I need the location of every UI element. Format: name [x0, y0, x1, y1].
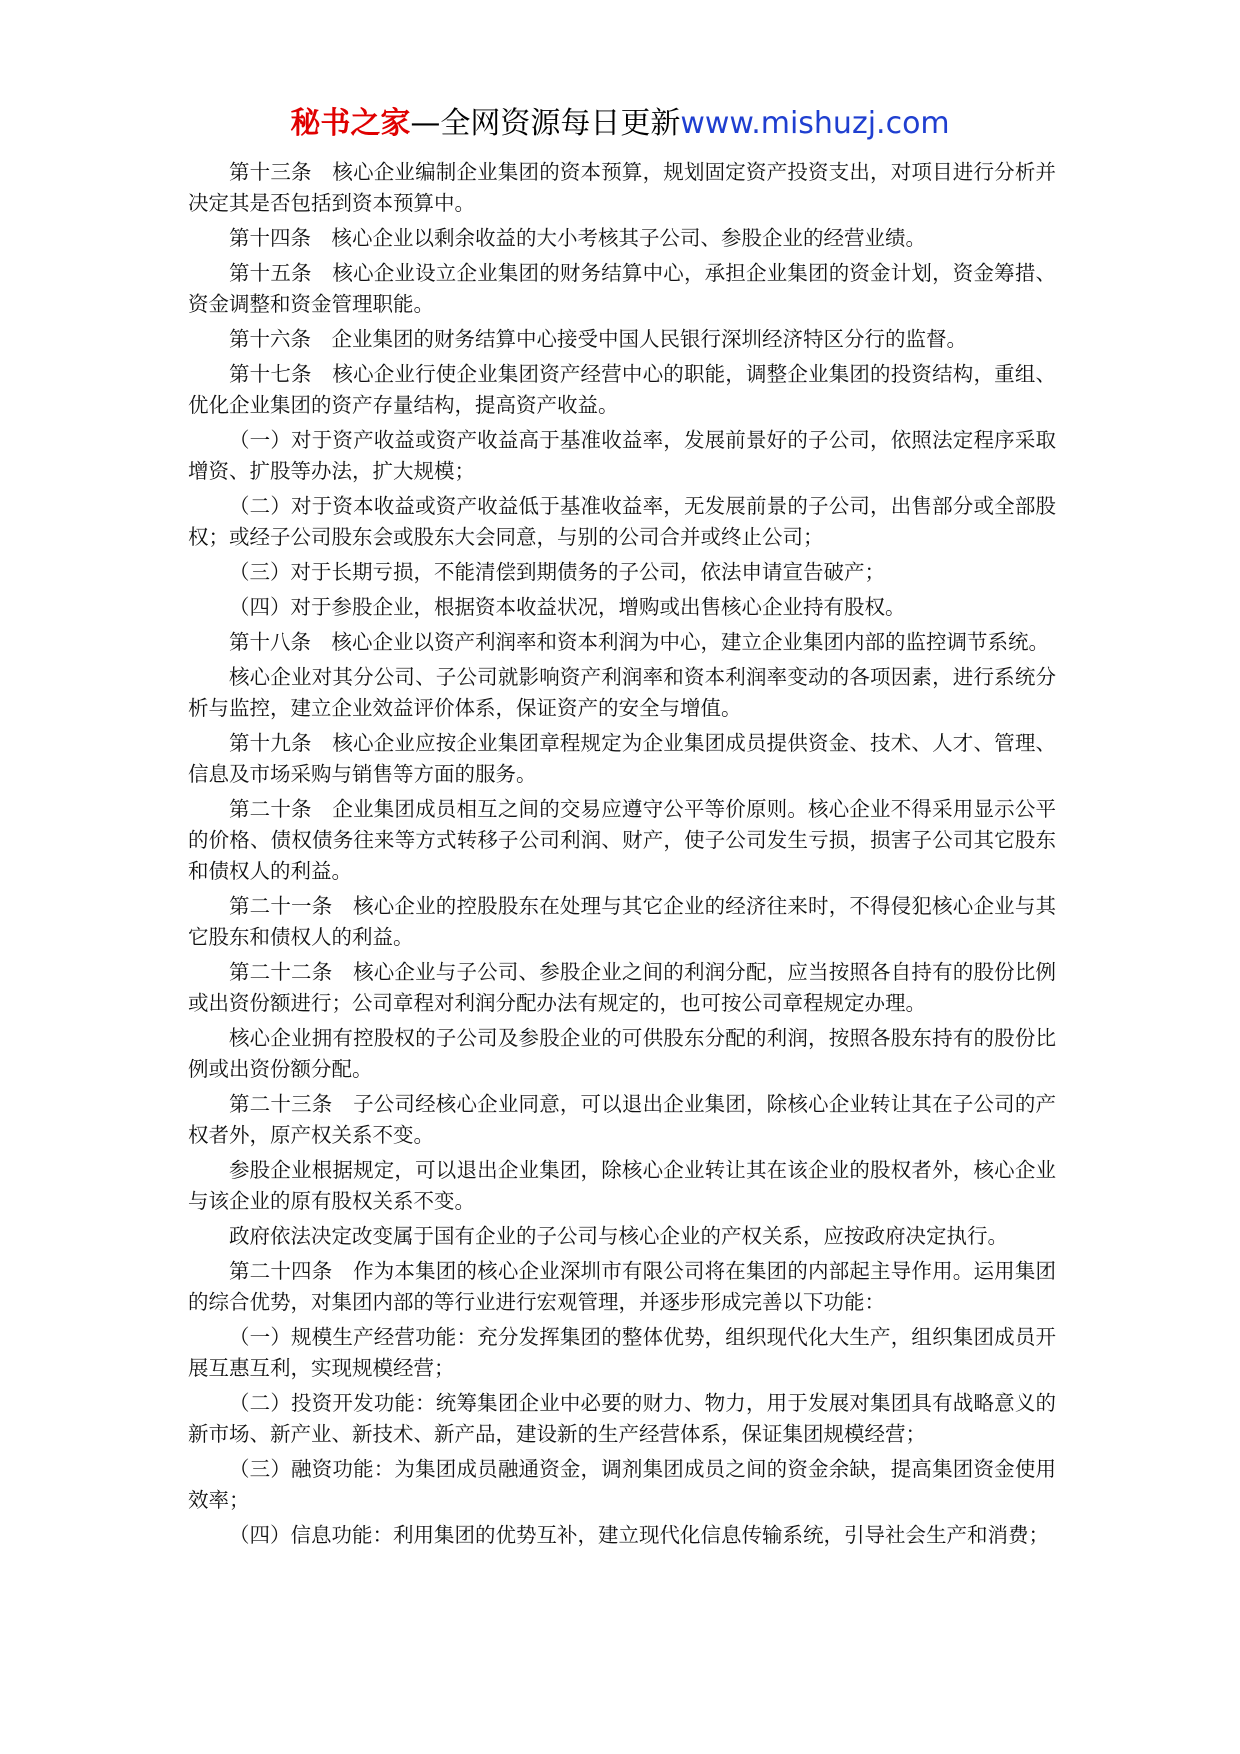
paragraph: 第十八条 核心企业以资产利润率和资本利润为中心，建立企业集团内部的监控调节系统。	[229, 630, 1049, 654]
paragraph: 第十九条 核心企业应按企业集团章程规定为企业集团成员提供资金、技术、人才、管理、信息及市场采购与销售等方面的服务。	[188, 731, 1056, 786]
paragraph: （一）对于资产收益或资产收益高于基准收益率，发展前景好的子公司，依照法定程序采取增资、扩股等办法，扩大规模；	[188, 428, 1056, 483]
paragraph: 第十三条 核心企业编制企业集团的资本预算，规划固定资产投资支出，对项目进行分析并决定其是否包括到资本预算中。	[188, 160, 1056, 215]
paragraph: 核心企业对其分公司、子公司就影响资产利润率和资本利润率变动的各项因素，进行系统分析与监控，建立企业效益评价体系，保证资产的安全与增值。	[188, 665, 1056, 720]
paragraph: 第二十一条 核心企业的控股股东在处理与其它企业的经济往来时，不得侵犯核心企业与其它股东和债权人的利益。	[188, 894, 1056, 949]
paragraph: （三）融资功能：为集团成员融通资金，调剂集团成员之间的资金余缺，提高集团资金使用效率；	[188, 1457, 1056, 1512]
paragraph: （四）信息功能：利用集团的优势互补，建立现代化信息传输系统，引导社会生产和消费；	[229, 1523, 1049, 1547]
paragraph: 第十五条 核心企业设立企业集团的财务结算中心，承担企业集团的资金计划，资金筹措、资金调整和资金管理职能。	[188, 261, 1056, 316]
paragraph: 第十六条 企业集团的财务结算中心接受中国人民银行深圳经济特区分行的监督。	[229, 327, 967, 351]
document-body	[188, 157, 1056, 1555]
paragraph: （一）规模生产经营功能：充分发挥集团的整体优势，组织现代化大生产，组织集团成员开展互惠互利，实现规模经营；	[188, 1325, 1056, 1380]
paragraph: 第二十四条 作为本集团的核心企业深圳市有限公司将在集团的内部起主导作用。运用集团的综合优势，对集团内部的等行业进行宏观管理，并逐步形成完善以下功能：	[188, 1259, 1056, 1314]
paragraph: 第二十三条 子公司经核心企业同意，可以退出企业集团，除核心企业转让其在子公司的产权者外，原产权关系不变。	[188, 1092, 1056, 1147]
page-header-banner	[0, 104, 1240, 144]
paragraph: 第二十条 企业集团成员相互之间的交易应遵守公平等价原则。核心企业不得采用显示公平的价格、债权债务往来等方式转移子公司利润、财产，使子公司发生亏损，损害子公司其它股东和债权人的利益。	[188, 797, 1056, 883]
paragraph: 第二十二条 核心企业与子公司、参股企业之间的利润分配，应当按照各自持有的股份比例或出资份额进行；公司章程对利润分配办法有规定的，也可按公司章程规定办理。	[188, 960, 1056, 1015]
brand-name: 秘书之家	[290, 106, 411, 141]
paragraph: （二）对于资本收益或资产收益低于基准收益率，无发展前景的子公司，出售部分或全部股权；或经子公司股东会或股东大会同意，与别的公司合并或终止公司；	[188, 494, 1056, 549]
paragraph: 参股企业根据规定，可以退出企业集团，除核心企业转让其在该企业的股权者外，核心企业与该企业的原有股权关系不变。	[188, 1158, 1056, 1213]
paragraph: （三）对于长期亏损，不能清偿到期债务的子公司，依法申请宣告破产；	[229, 560, 885, 584]
header-slogan: —全网资源每日更新	[410, 106, 681, 141]
paragraph: 第十四条 核心企业以剩余收益的大小考核其子公司、参股企业的经营业绩。	[229, 226, 926, 250]
paragraph: 核心企业拥有控股权的子公司及参股企业的可供股东分配的利润，按照各股东持有的股份比例或出资份额分配。	[188, 1026, 1056, 1081]
paragraph: 政府依法决定改变属于国有企业的子公司与核心企业的产权关系，应按政府决定执行。	[229, 1224, 1008, 1248]
paragraph: 第十七条 核心企业行使企业集团资产经营中心的职能，调整企业集团的投资结构，重组、优化企业集团的资产存量结构，提高资产收益。	[188, 362, 1056, 417]
website-link[interactable]: www.mishuzj.com	[680, 106, 950, 141]
paragraph: （二）投资开发功能：统筹集团企业中必要的财力、物力，用于发展对集团具有战略意义的新市场、新产业、新技术、新产品，建设新的生产经营体系，保证集团规模经营；	[188, 1391, 1056, 1446]
paragraph: （四）对于参股企业，根据资本收益状况，增购或出售核心企业持有股权。	[229, 595, 906, 619]
